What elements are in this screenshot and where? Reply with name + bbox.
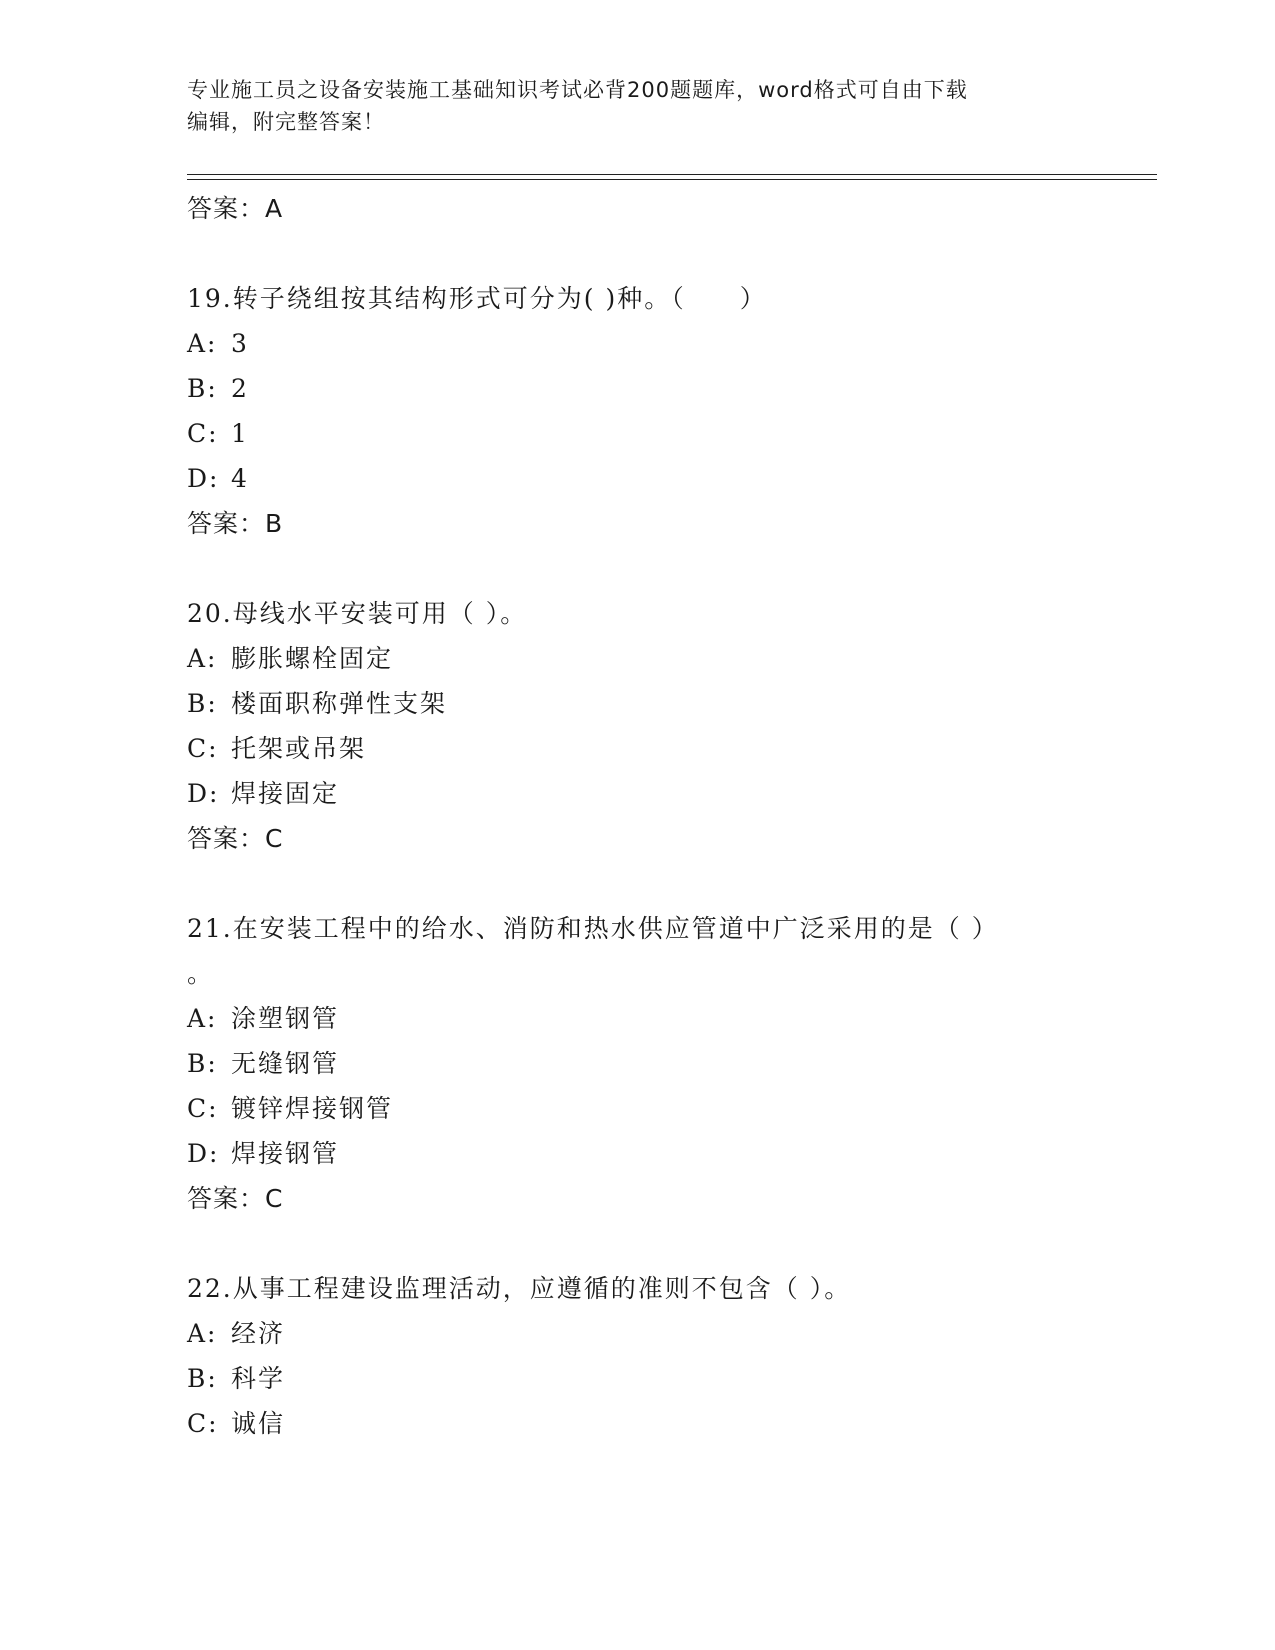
- answer-previous: 答案：A: [187, 194, 284, 223]
- option-letter: B:: [187, 374, 218, 403]
- question-21-stem: 21.在安装工程中的给水、消防和热水供应管道中广泛采用的是（ ）: [187, 914, 999, 943]
- question-19-option-b: [187, 372, 249, 406]
- option-text: 托架或吊架: [231, 734, 367, 763]
- option-text: 科学: [231, 1364, 286, 1393]
- option-text: 4: [231, 464, 249, 493]
- option-letter: A:: [187, 329, 218, 358]
- question-21-option-d: [187, 1137, 339, 1171]
- question-20-option-a: [187, 642, 393, 676]
- option-letter: A:: [187, 1319, 218, 1348]
- question-20-answer: 答案：C: [187, 824, 284, 853]
- question-22-option-b: [187, 1362, 285, 1396]
- option-text: 1: [231, 419, 249, 448]
- option-letter: C:: [187, 734, 219, 763]
- option-letter: C:: [187, 419, 219, 448]
- header-divider-top: [187, 174, 1157, 175]
- question-19-answer: 答案：B: [187, 509, 284, 538]
- option-text: 膨胀螺栓固定: [231, 644, 394, 673]
- question-22-option-c: [187, 1407, 285, 1441]
- option-text: 涂塑钢管: [231, 1004, 340, 1033]
- option-text: 焊接钢管: [231, 1139, 340, 1168]
- question-19-option-d: [187, 462, 249, 496]
- option-text: 焊接固定: [231, 779, 340, 808]
- option-letter: C:: [187, 1094, 219, 1123]
- option-text: 经济: [231, 1319, 286, 1348]
- question-21-option-b: [187, 1047, 339, 1081]
- header-line-2: 编辑，附完整答案！: [187, 110, 385, 134]
- document-header: [187, 74, 1087, 138]
- option-letter: A:: [187, 1004, 218, 1033]
- option-text: 诚信: [231, 1409, 286, 1438]
- question-19-option-c: [187, 417, 249, 451]
- option-text: 2: [231, 374, 249, 403]
- question-20-option-c: [187, 732, 366, 766]
- question-21-option-c: [187, 1092, 393, 1126]
- option-text: 无缝钢管: [231, 1049, 340, 1078]
- question-21-option-a: [187, 1002, 339, 1036]
- question-19-option-a: [187, 327, 249, 361]
- question-22-option-a: [187, 1317, 285, 1351]
- question-21-stem-continuation: 。: [187, 959, 215, 988]
- option-letter: B:: [187, 1049, 218, 1078]
- question-19-stem: 19.转子绕组按其结构形式可分为( )种。（ ）: [187, 284, 767, 313]
- question-20-option-d: [187, 777, 339, 811]
- option-text: 3: [231, 329, 249, 358]
- question-21-answer: 答案：C: [187, 1184, 284, 1213]
- question-20-option-b: [187, 687, 447, 721]
- option-letter: D:: [187, 1139, 220, 1168]
- question-22-stem: 22.从事工程建设监理活动，应遵循的准则不包含（ ）。: [187, 1274, 852, 1303]
- option-letter: D:: [187, 464, 220, 493]
- header-divider-bottom: [187, 179, 1157, 180]
- header-line-1: 专业施工员之设备安装施工基础知识考试必背200题题库，word格式可自由下载: [187, 78, 968, 102]
- option-text: 楼面职称弹性支架: [231, 689, 448, 718]
- option-letter: A:: [187, 644, 218, 673]
- option-letter: D:: [187, 779, 220, 808]
- option-text: 镀锌焊接钢管: [231, 1094, 394, 1123]
- option-letter: C:: [187, 1409, 219, 1438]
- option-letter: B:: [187, 689, 218, 718]
- question-20-stem: 20.母线水平安装可用（ ）。: [187, 599, 528, 628]
- option-letter: B:: [187, 1364, 218, 1393]
